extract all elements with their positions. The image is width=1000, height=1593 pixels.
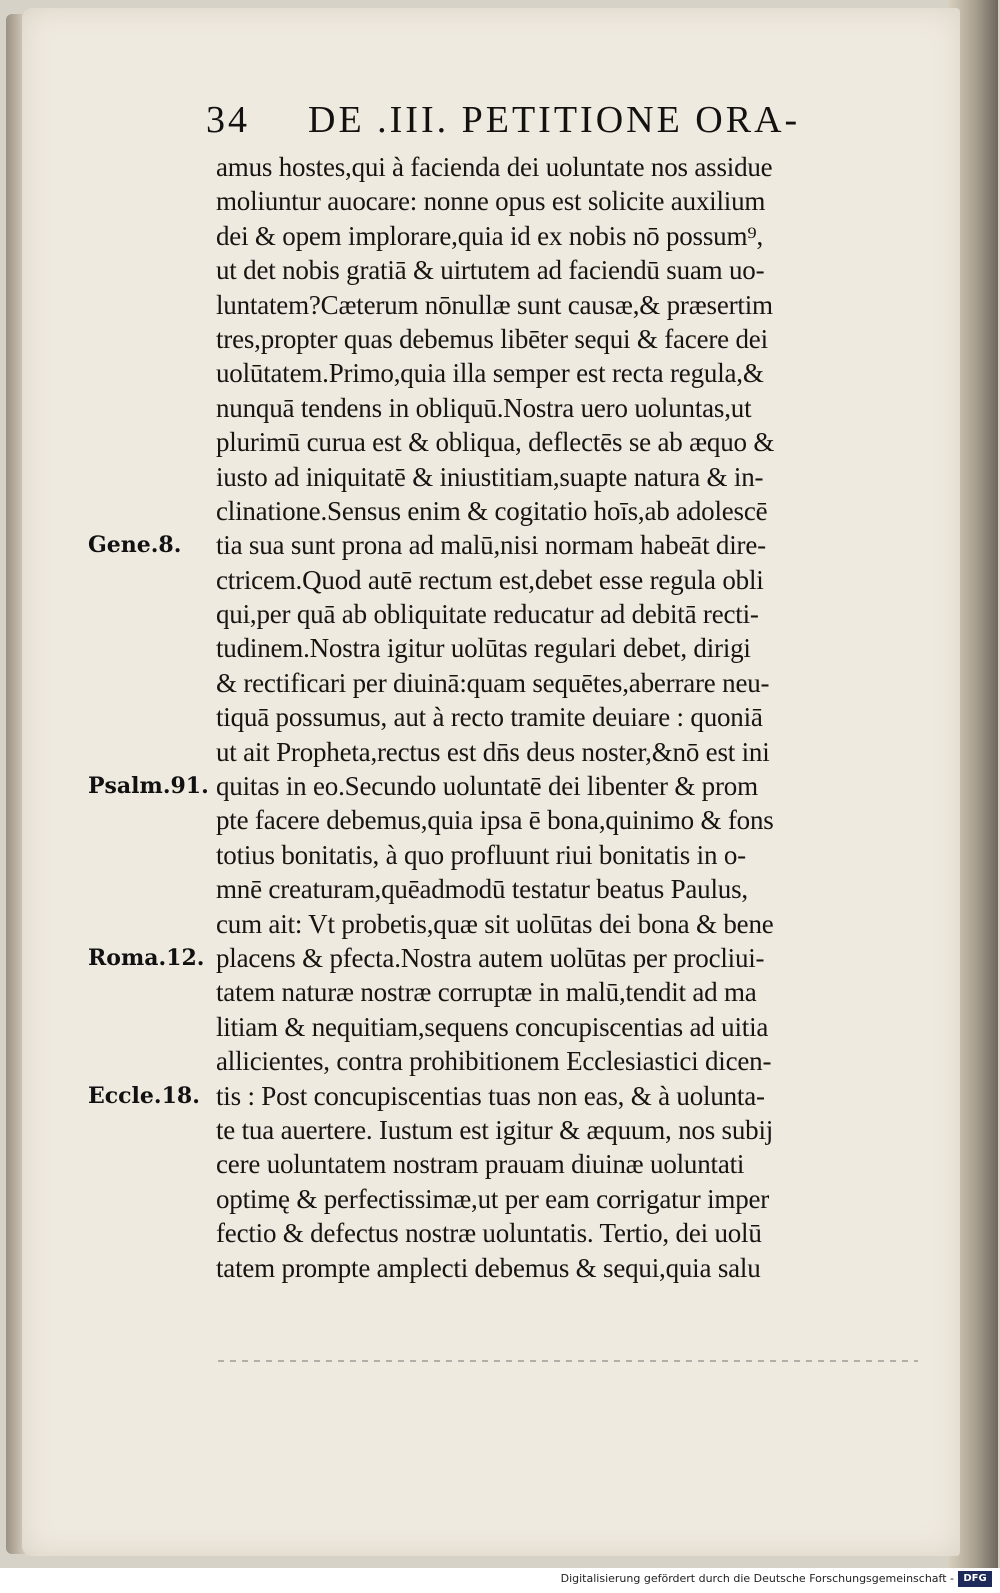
ink-underline-mark [218,1360,918,1362]
text-line: cere uoluntatem nostram prauam diuinæ uoluntati [216,1149,745,1180]
margin-note: Eccle.18. [88,1082,200,1109]
text-line: clinatione.Sensus enim & cogitatio hoīs,ab adolescē [216,495,768,526]
running-header [206,98,846,144]
text-line: dei & opem implorare,quia id ex nobis nō possum⁹, [216,220,764,251]
text-line: luntatem?Cæterum nōnullæ sunt causæ,& præsertim [216,289,773,320]
text-line: nunquā tendens in obliquū.Nostra uero uoluntas,ut [216,392,752,423]
margin-note: Roma.12. [88,945,205,972]
text-line: ctricem.Quod autē rectum est,debet esse regula obli [216,564,764,595]
funding-credit: Digitalisierung gefördert durch die Deutsche Forschungsgemeinschaft - [560,1572,954,1585]
text-line: ut ait Propheta,rectus est dn̄s deus noster,&nō est ini [216,736,770,767]
text-line: tres,propter quas debemus libēter sequi & facere dei [216,323,768,354]
text-line: totius bonitatis, à quo profluunt riui bonitatis in o- [216,839,746,870]
text-line: uolūtatem.Primo,quia illa semper est recta regula,& [216,358,764,389]
text-line: amus hostes,qui à facienda dei uoluntate nos assidue [216,152,773,182]
text-line: iusto ad iniquitatē & iniustitiam,suapte natura & in- [216,461,764,492]
text-line: mnē creaturam,quēadmodū testatur beatus Paulus, [216,874,748,905]
text-line: optimę & perfectissimæ,ut per eam corrigatur imper [216,1183,770,1214]
text-line: ut det nobis gratiā & uirtutem ad faciendū suam uo- [216,255,765,286]
text-line: plurimū curua est & obliqua, deflectēs se ab æquo & [216,427,775,458]
dfg-logo: DFG [958,1571,992,1587]
text-line: tiquā possumus, aut à recto tramite deuiare : quoniā [216,702,763,733]
digitization-footer [0,1568,1000,1593]
text-line: allicientes, contra prohibitionem Ecclesiastici dicen- [216,1046,772,1077]
text-line: litiam & nequitiam,sequens concupiscentias ad uitia [216,1011,769,1042]
margin-note: Gene.8. [88,532,182,559]
text-line: tia sua sunt prona ad malū,nisi normam habeāt dire- [216,530,766,561]
margin-note: Psalm.91. [88,773,209,800]
running-title: DE .III. PETITIONE ORA- [308,99,801,141]
text-line: cum ait: Vt probetis,quæ sit uolūtas dei bona & bene [216,908,774,939]
text-line: tatem prompte amplecti debemus & sequi,quia salu [216,1252,761,1283]
text-line: & rectificari per diuinā:quam sequētes,aberrare neu- [216,667,770,698]
text-line: te tua auertere. Iustum est igitur & æquum, nos subij [216,1114,774,1145]
text-line: quitas in eo.Secundo uoluntatē dei libenter & prom [216,771,758,802]
text-line: qui,per quā ab obliquitate reducatur ad debitā recti- [216,599,759,630]
text-line: placens & pfecta.Nostra autem uolūtas per procliui- [216,942,765,973]
text-line: moliuntur auocare: nonne opus est solicite auxilium [216,186,766,217]
text-line: tatem naturæ nostræ corruptæ in malū,tendit ad ma [216,977,757,1008]
page-number: 34 [206,99,250,141]
text-line: tudinem.Nostra igitur uolūtas regulari debet, dirigi [216,633,751,664]
text-line: pte facere debemus,quia ipsa ē bona,quinimo & fons [216,805,774,836]
text-line: fectio & defectus nostræ uoluntatis. Tertio, dei uolū [216,1218,762,1249]
text-line: tis : Post concupiscentias tuas non eas, & à uolunta- [216,1080,765,1111]
main-text-block [216,150,946,1285]
